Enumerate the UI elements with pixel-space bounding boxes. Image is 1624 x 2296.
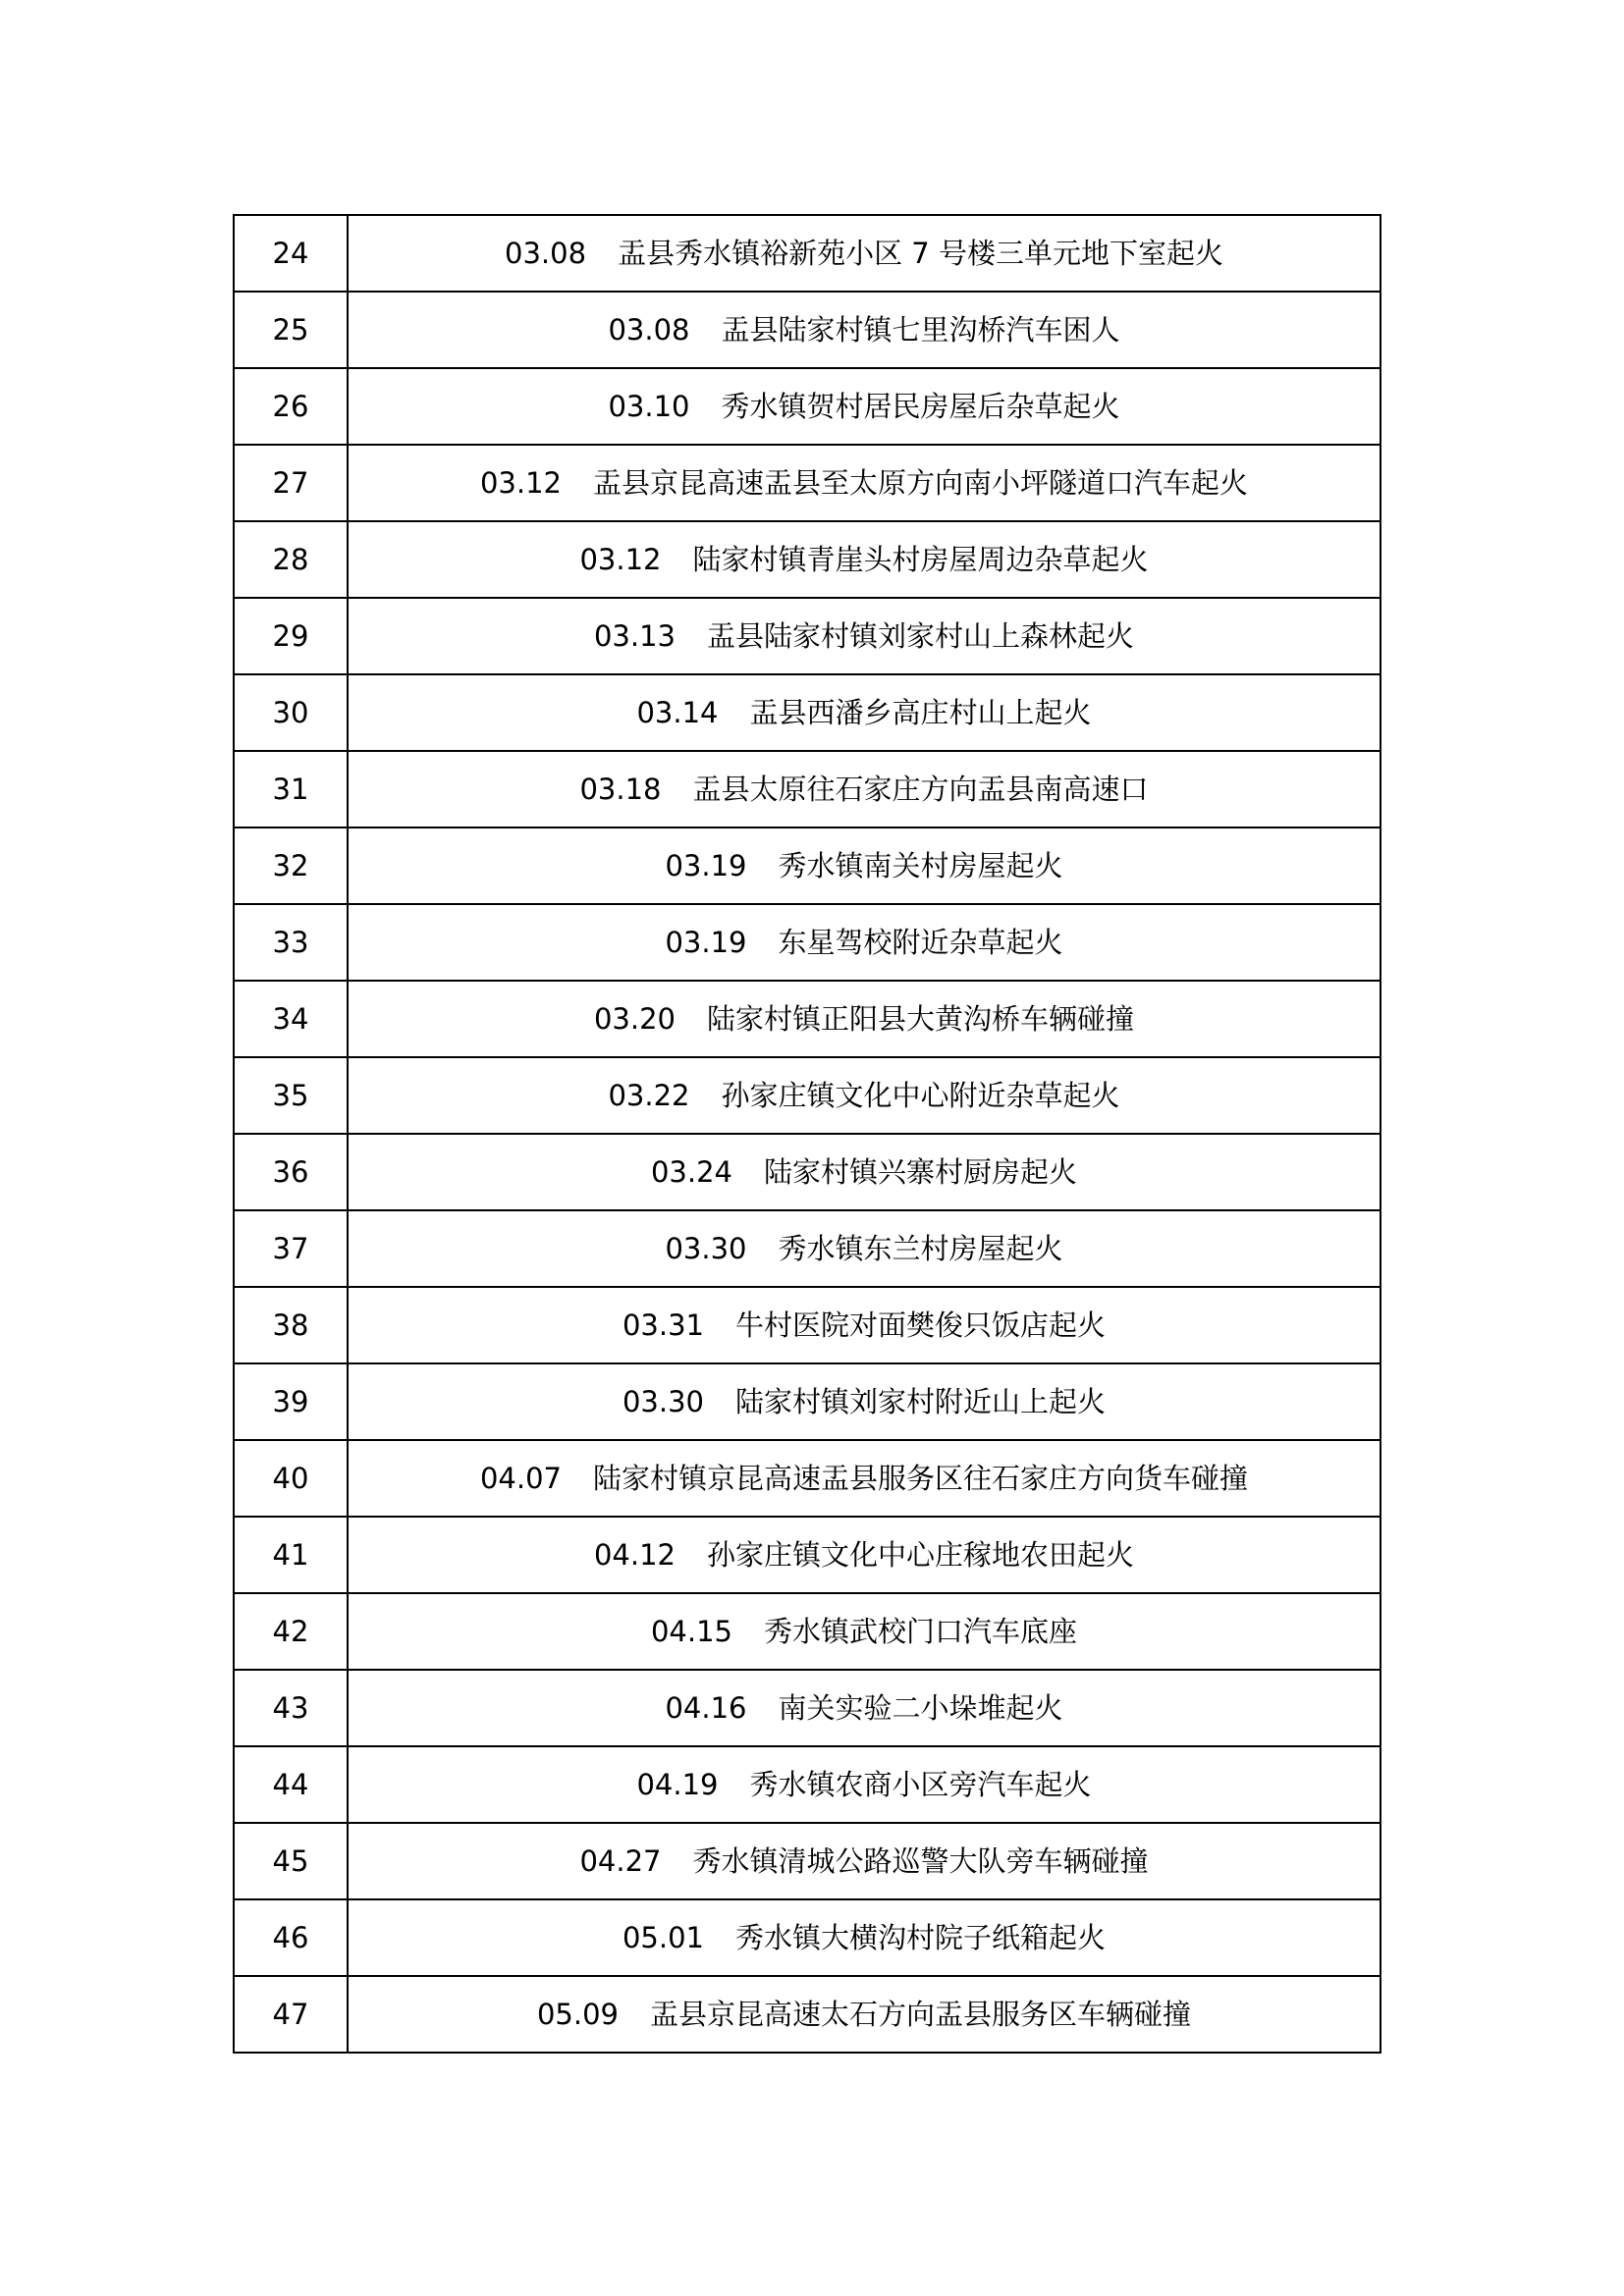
table-row bbox=[234, 1823, 1380, 1899]
row-text: 牛村医院对面樊俊只饭店起火 bbox=[735, 1308, 1107, 1342]
row-description bbox=[348, 1746, 1380, 1823]
row-text: 东星驾校附近杂草起火 bbox=[778, 925, 1063, 959]
row-number: 25 bbox=[234, 292, 348, 368]
row-date: 04.27 bbox=[579, 1843, 662, 1878]
row-date: 03.31 bbox=[622, 1308, 704, 1342]
table-row bbox=[234, 981, 1380, 1057]
row-text: 盂县京昆高速太石方向盂县服务区车辆碰撞 bbox=[650, 1997, 1192, 2031]
row-text: 盂县太原往石家庄方向盂县南高速口 bbox=[692, 772, 1149, 806]
row-description bbox=[348, 215, 1380, 292]
table-row bbox=[234, 215, 1380, 292]
row-text: 盂县京昆高速盂县至太原方向南小坪隧道口汽车起火 bbox=[593, 465, 1249, 500]
row-text: 秀水镇清城公路巡警大队旁车辆碰撞 bbox=[692, 1843, 1149, 1878]
row-text: 秀水镇贺村居民房屋后杂草起火 bbox=[721, 389, 1120, 423]
row-number: 35 bbox=[234, 1057, 348, 1134]
row-description bbox=[348, 828, 1380, 904]
row-date: 03.24 bbox=[650, 1154, 732, 1189]
row-text: 陆家村镇兴寨村厨房起火 bbox=[764, 1154, 1078, 1189]
row-text: 陆家村镇刘家村附近山上起火 bbox=[735, 1384, 1107, 1418]
row-description bbox=[348, 445, 1380, 521]
row-description bbox=[348, 1440, 1380, 1517]
row-text: 陆家村镇青崖头村房屋周边杂草起火 bbox=[692, 542, 1149, 576]
table-row bbox=[234, 828, 1380, 904]
row-text: 秀水镇东兰村房屋起火 bbox=[778, 1231, 1063, 1265]
row-text: 孙家庄镇文化中心庄稼地农田起火 bbox=[707, 1537, 1135, 1572]
table-row bbox=[234, 1593, 1380, 1670]
row-date: 03.08 bbox=[608, 312, 690, 347]
row-number: 42 bbox=[234, 1593, 348, 1670]
row-date: 03.14 bbox=[636, 695, 719, 729]
row-description bbox=[348, 1287, 1380, 1363]
incident-table bbox=[233, 214, 1381, 2054]
row-text: 秀水镇农商小区旁汽车起火 bbox=[749, 1767, 1092, 1801]
table-row bbox=[234, 1899, 1380, 1976]
row-text: 盂县秀水镇裕新苑小区 7 号楼三单元地下室起火 bbox=[618, 236, 1223, 270]
row-description bbox=[348, 521, 1380, 598]
row-number: 24 bbox=[234, 215, 348, 292]
row-date: 04.19 bbox=[636, 1767, 719, 1801]
table-row bbox=[234, 1210, 1380, 1287]
row-date: 03.20 bbox=[593, 1001, 676, 1036]
table-row bbox=[234, 445, 1380, 521]
row-number: 40 bbox=[234, 1440, 348, 1517]
row-description bbox=[348, 292, 1380, 368]
row-description bbox=[348, 1210, 1380, 1287]
table-row bbox=[234, 1746, 1380, 1823]
row-date: 03.18 bbox=[579, 772, 662, 806]
row-date: 03.19 bbox=[665, 848, 747, 882]
row-date: 03.30 bbox=[665, 1231, 747, 1265]
row-number: 27 bbox=[234, 445, 348, 521]
row-date: 03.13 bbox=[593, 618, 676, 653]
row-description bbox=[348, 981, 1380, 1057]
row-number: 38 bbox=[234, 1287, 348, 1363]
row-number: 45 bbox=[234, 1823, 348, 1899]
row-description bbox=[348, 1823, 1380, 1899]
row-description bbox=[348, 751, 1380, 828]
row-description bbox=[348, 1363, 1380, 1440]
row-date: 03.19 bbox=[665, 925, 747, 959]
row-number: 30 bbox=[234, 674, 348, 751]
row-text: 陆家村镇正阳县大黄沟桥车辆碰撞 bbox=[707, 1001, 1135, 1036]
table-row bbox=[234, 292, 1380, 368]
table-row bbox=[234, 1363, 1380, 1440]
table-row bbox=[234, 1517, 1380, 1593]
row-number: 41 bbox=[234, 1517, 348, 1593]
row-date: 04.12 bbox=[593, 1537, 676, 1572]
row-description bbox=[348, 1134, 1380, 1210]
row-description bbox=[348, 1593, 1380, 1670]
row-description bbox=[348, 1976, 1380, 2053]
table-row bbox=[234, 1287, 1380, 1363]
row-number: 46 bbox=[234, 1899, 348, 1976]
table-row bbox=[234, 598, 1380, 674]
row-number: 34 bbox=[234, 981, 348, 1057]
row-text: 秀水镇南关村房屋起火 bbox=[778, 848, 1063, 882]
incident-table-body bbox=[234, 215, 1380, 2053]
table-row bbox=[234, 521, 1380, 598]
table-row bbox=[234, 1057, 1380, 1134]
table-row bbox=[234, 368, 1380, 445]
row-description bbox=[348, 904, 1380, 981]
row-text: 孙家庄镇文化中心附近杂草起火 bbox=[721, 1078, 1120, 1112]
table-row bbox=[234, 1670, 1380, 1746]
row-date: 04.16 bbox=[665, 1690, 747, 1725]
row-number: 44 bbox=[234, 1746, 348, 1823]
table-row bbox=[234, 674, 1380, 751]
row-text: 秀水镇大横沟村院子纸箱起火 bbox=[735, 1920, 1107, 1954]
row-number: 39 bbox=[234, 1363, 348, 1440]
row-number: 36 bbox=[234, 1134, 348, 1210]
row-date: 03.22 bbox=[608, 1078, 690, 1112]
row-date: 03.30 bbox=[622, 1384, 704, 1418]
row-text: 盂县西潘乡高庄村山上起火 bbox=[749, 695, 1092, 729]
table-row bbox=[234, 751, 1380, 828]
row-text: 秀水镇武校门口汽车底座 bbox=[764, 1614, 1078, 1648]
row-date: 03.12 bbox=[479, 465, 562, 500]
row-text: 盂县陆家村镇七里沟桥汽车困人 bbox=[721, 312, 1120, 347]
row-date: 03.12 bbox=[579, 542, 662, 576]
row-text: 南关实验二小垛堆起火 bbox=[778, 1690, 1063, 1725]
row-text: 盂县陆家村镇刘家村山上森林起火 bbox=[707, 618, 1135, 653]
row-description bbox=[348, 1899, 1380, 1976]
row-description bbox=[348, 368, 1380, 445]
row-date: 05.01 bbox=[622, 1920, 704, 1954]
row-date: 04.07 bbox=[479, 1461, 562, 1495]
row-number: 33 bbox=[234, 904, 348, 981]
row-description bbox=[348, 1057, 1380, 1134]
row-date: 05.09 bbox=[536, 1997, 619, 2031]
row-date: 04.15 bbox=[650, 1614, 732, 1648]
row-number: 28 bbox=[234, 521, 348, 598]
row-number: 26 bbox=[234, 368, 348, 445]
row-description bbox=[348, 1670, 1380, 1746]
row-number: 31 bbox=[234, 751, 348, 828]
row-description bbox=[348, 598, 1380, 674]
row-number: 29 bbox=[234, 598, 348, 674]
row-number: 37 bbox=[234, 1210, 348, 1287]
table-row bbox=[234, 1134, 1380, 1210]
table-row bbox=[234, 904, 1380, 981]
row-number: 32 bbox=[234, 828, 348, 904]
table-row bbox=[234, 1976, 1380, 2053]
row-number: 43 bbox=[234, 1670, 348, 1746]
row-date: 03.08 bbox=[505, 236, 587, 270]
row-description bbox=[348, 674, 1380, 751]
row-number: 47 bbox=[234, 1976, 348, 2053]
row-date: 03.10 bbox=[608, 389, 690, 423]
table-row bbox=[234, 1440, 1380, 1517]
row-text: 陆家村镇京昆高速盂县服务区往石家庄方向货车碰撞 bbox=[593, 1461, 1249, 1495]
row-description bbox=[348, 1517, 1380, 1593]
